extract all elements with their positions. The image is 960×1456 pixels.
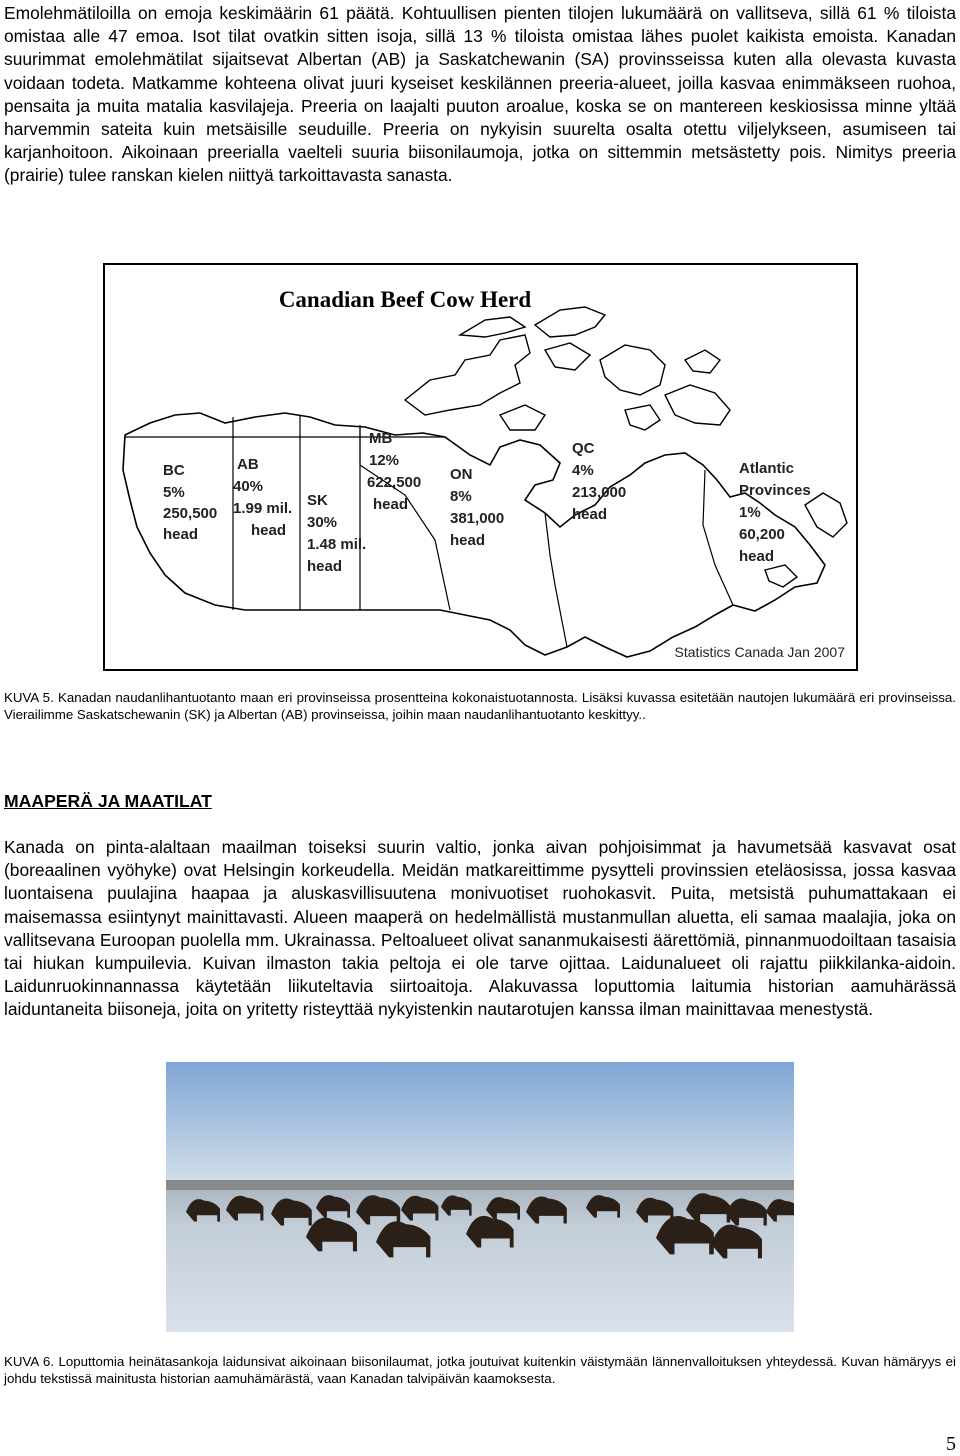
svg-text:30%: 30% — [307, 514, 338, 531]
region-label-mb — [367, 430, 421, 513]
map-source: Statistics Canada Jan 2007 — [674, 644, 845, 660]
figure-5-caption: KUVA 5. Kanadan naudanlihantuotanto maan eri provinseissa prosentteina kokonaistuotannosta. Lisäksi kuvassa esitetään nautojen lukumäärä eri provinseissa. Vierailimme Saskatschewanin (SK) ja Albertan (AB) provinseissa, joihin maan naudanlihantuotanto keskittyy.. — [4, 690, 956, 723]
svg-text:QC: QC — [572, 440, 595, 457]
page-number: 5 — [946, 1433, 956, 1455]
svg-text:head: head — [163, 526, 199, 543]
svg-text:BC: BC — [163, 462, 185, 479]
svg-text:1.99 mil.: 1.99 mil. — [233, 500, 293, 517]
beef-cow-herd-map-figure — [103, 263, 858, 671]
svg-text:5%: 5% — [163, 484, 185, 501]
svg-text:head: head — [572, 506, 608, 523]
svg-text:head: head — [739, 548, 775, 565]
svg-text:622,500: 622,500 — [367, 474, 422, 491]
canada-map — [105, 265, 856, 669]
svg-text:1.48 mil.: 1.48 mil. — [307, 536, 367, 553]
map-title: Canadian Beef Cow Herd — [278, 287, 532, 312]
svg-text:250,500: 250,500 — [163, 505, 218, 522]
province-boundaries — [125, 415, 733, 647]
intro-paragraph: Emolehmätiloilla on emoja keskimäärin 61 päätä. Kohtuullisen pienten tilojen lukumäärä on vallitseva, sillä 61 % tiloista omistaa alle 47 emoa. Isot tilat ovatkin sitten isoja, sillä 13 % tiloista omistaa lähes puolet kaikista emoista. Kanadan suurimmat emolehmätilat sijaitsevat Albertan (AB) ja Saskatchewanin (SA) provinsseissa kuten alla olevasta kuvasta voidaan todeta. Matkamme kohteena olivat juuri kyseiset keskilännen preeria-alueet, joilla kasvaa enimmäkseen ruohoa, pensaita ja muita matalia kasvilajeja. Preeria on laajalti puuton aroalue, koska se on mantereen keskiosissa minne yltää harvemmin sateita kuin metsäisille seuduille. Preeria on nykyisin suurelta osalta otettu viljelykseen, asumiseen tai karjanhoitoon. Aikoinaan preerialla vaelteli suuria biisonilaumoja, jotka on sittemmin metsästetty pois. Nimitys preeria (prairie) tulee ranskan kielen niittyä tarkoittavasta sanasta. — [4, 3, 956, 186]
svg-text:Provinces: Provinces — [739, 482, 811, 499]
svg-text:ON: ON — [450, 466, 473, 483]
region-label-on — [450, 466, 504, 549]
svg-text:40%: 40% — [233, 478, 264, 495]
region-label-ab — [233, 456, 292, 539]
province-labels — [163, 430, 811, 575]
region-label-sk — [307, 492, 366, 575]
svg-text:60,200: 60,200 — [739, 526, 785, 543]
bison-photo-illustration — [166, 1062, 794, 1332]
svg-text:MB: MB — [369, 430, 393, 447]
svg-text:Atlantic: Atlantic — [739, 460, 795, 477]
svg-text:head: head — [251, 522, 287, 539]
svg-text:1%: 1% — [739, 504, 761, 521]
svg-text:AB: AB — [237, 456, 259, 473]
figure-6-caption: KUVA 6. Loputtomia heinätasankoja laidunsivat aikoinaan biisonilaumat, jotka joutuivat kuitenkin väistymään lännenvalloituksen yhteydessä. Kuvan hämäryys ei johdu tekstissä mainitusta historian aamuhämärästä, vaan Kanadan talvipäivän kaamoksesta. — [4, 1354, 956, 1387]
svg-text:213,000: 213,000 — [572, 484, 627, 501]
svg-text:head: head — [307, 558, 343, 575]
region-label-atlantic — [739, 460, 811, 565]
section-heading: MAAPERÄ JA MAATILAT — [4, 791, 212, 811]
svg-text:8%: 8% — [450, 488, 472, 505]
svg-text:SK: SK — [307, 492, 328, 509]
svg-text:12%: 12% — [369, 452, 400, 469]
svg-text:4%: 4% — [572, 462, 594, 479]
bison-herd-photo — [166, 1062, 794, 1332]
svg-text:381,000: 381,000 — [450, 510, 505, 527]
soil-paragraph: Kanada on pinta-alaltaan maailman toiseksi suurin valtio, jonka aivan pohjoisimmat ja havumetsää kasvavat osat (boreaalinen vyöhyke) ovat Helsingin korkeudella. Meidän matkareittimme pysytteli provinssien eteläosissa, jossa kasvaa luontaisena puulajina haapaa ja aluskasvillisuutena monivuotiset ruohokasvit. Puita, metsistä puhumattakaan ei maisemassa esiintynyt mainittavasti. Alueen maaperä on hedelmällistä mustanmullan aluetta, eli samaa maalajia, joka on vallitsevana Euroopan puolella mm. Ukrainassa. Peltoalueet olivat sananmukaisesti äärettömiä, pinnanmuodoiltaan tasaisia tai hiukan kumpuilevia. Kuivan ilmaston takia peltoja ei ole tarve ojittaa. Laidunalueet oli rajattu piikkilanka-aidoin. Laidunruokinnannassa käytetään liikuteltavia siirtoaitoja. Alakuvassa loputtomia laitumia historian aamuhärässä laiduntaneita biisoneja, joita on yritetty risteyttää nykyistenkin nautarotujen kanssa ilman mainittavaa menestystä. — [4, 837, 956, 1020]
svg-text:head: head — [373, 496, 409, 513]
svg-text:head: head — [450, 532, 486, 549]
arctic-islands — [405, 307, 730, 430]
region-label-bc — [163, 462, 217, 543]
